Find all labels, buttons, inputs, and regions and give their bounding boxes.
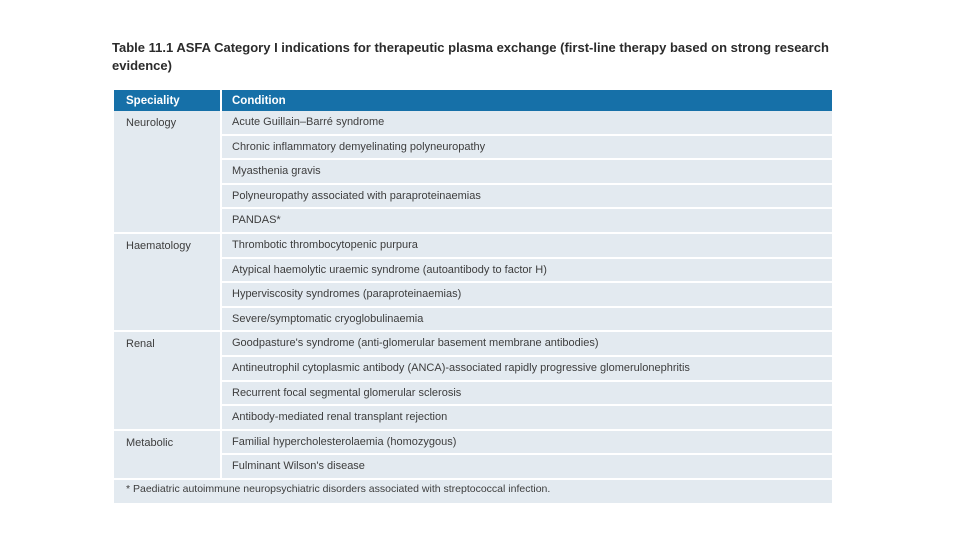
table-row [114, 357, 832, 382]
condition-cell: Severe/symptomatic cryoglobulinaemia [220, 308, 832, 333]
condition-cell: Antibody-mediated renal transplant rejection [220, 406, 832, 431]
table-row [114, 382, 832, 407]
table-body [114, 111, 832, 480]
table-row [114, 185, 832, 210]
table-row [114, 234, 832, 259]
table-row [114, 431, 832, 456]
condition-cell: Familial hypercholesterolaemia (homozygous) [220, 431, 832, 456]
condition-cell: Thrombotic thrombocytopenic purpura [220, 234, 832, 259]
condition-cell: Antineutrophil cytoplasmic antibody (ANCA)-associated rapidly progressive glomerulonephritis [220, 357, 832, 382]
table-row [114, 455, 832, 480]
table-row [114, 111, 832, 136]
table-row [114, 160, 832, 185]
table-row [114, 283, 832, 308]
condition-cell: Hyperviscosity syndromes (paraproteinaemias) [220, 283, 832, 308]
header-condition: Condition [220, 90, 832, 111]
condition-cell: Acute Guillain–Barré syndrome [220, 111, 832, 136]
speciality-cell: Neurology [114, 111, 220, 234]
condition-cell: Recurrent focal segmental glomerular sclerosis [220, 382, 832, 407]
table-row [114, 259, 832, 284]
condition-cell: Atypical haemolytic uraemic syndrome (autoantibody to factor H) [220, 259, 832, 284]
speciality-cell: Metabolic [114, 431, 220, 480]
speciality-cell: Haematology [114, 234, 220, 332]
header-row [114, 90, 832, 111]
condition-cell: Fulminant Wilson's disease [220, 455, 832, 480]
table-row [114, 332, 832, 357]
table-row [114, 136, 832, 161]
indications-table-container [114, 90, 832, 503]
table-caption: Table 11.1 ASFA Category I indications for therapeutic plasma exchange (first-line therapy based on strong research evidence) [112, 40, 829, 73]
condition-cell: Polyneuropathy associated with paraproteinaemias [220, 185, 832, 210]
table-row [114, 308, 832, 333]
footnote: * Paediatric autoimmune neuropsychiatric disorders associated with streptococcal infection. [114, 480, 832, 503]
table-row [114, 209, 832, 234]
indications-table [114, 90, 832, 503]
condition-cell: Myasthenia gravis [220, 160, 832, 185]
header-speciality: Speciality [114, 90, 220, 111]
condition-cell: Chronic inflammatory demyelinating polyneuropathy [220, 136, 832, 161]
condition-cell: PANDAS* [220, 209, 832, 234]
speciality-cell: Renal [114, 332, 220, 430]
condition-cell: Goodpasture's syndrome (anti-glomerular basement membrane antibodies) [220, 332, 832, 357]
table-row [114, 406, 832, 431]
footnote-row [114, 480, 832, 503]
